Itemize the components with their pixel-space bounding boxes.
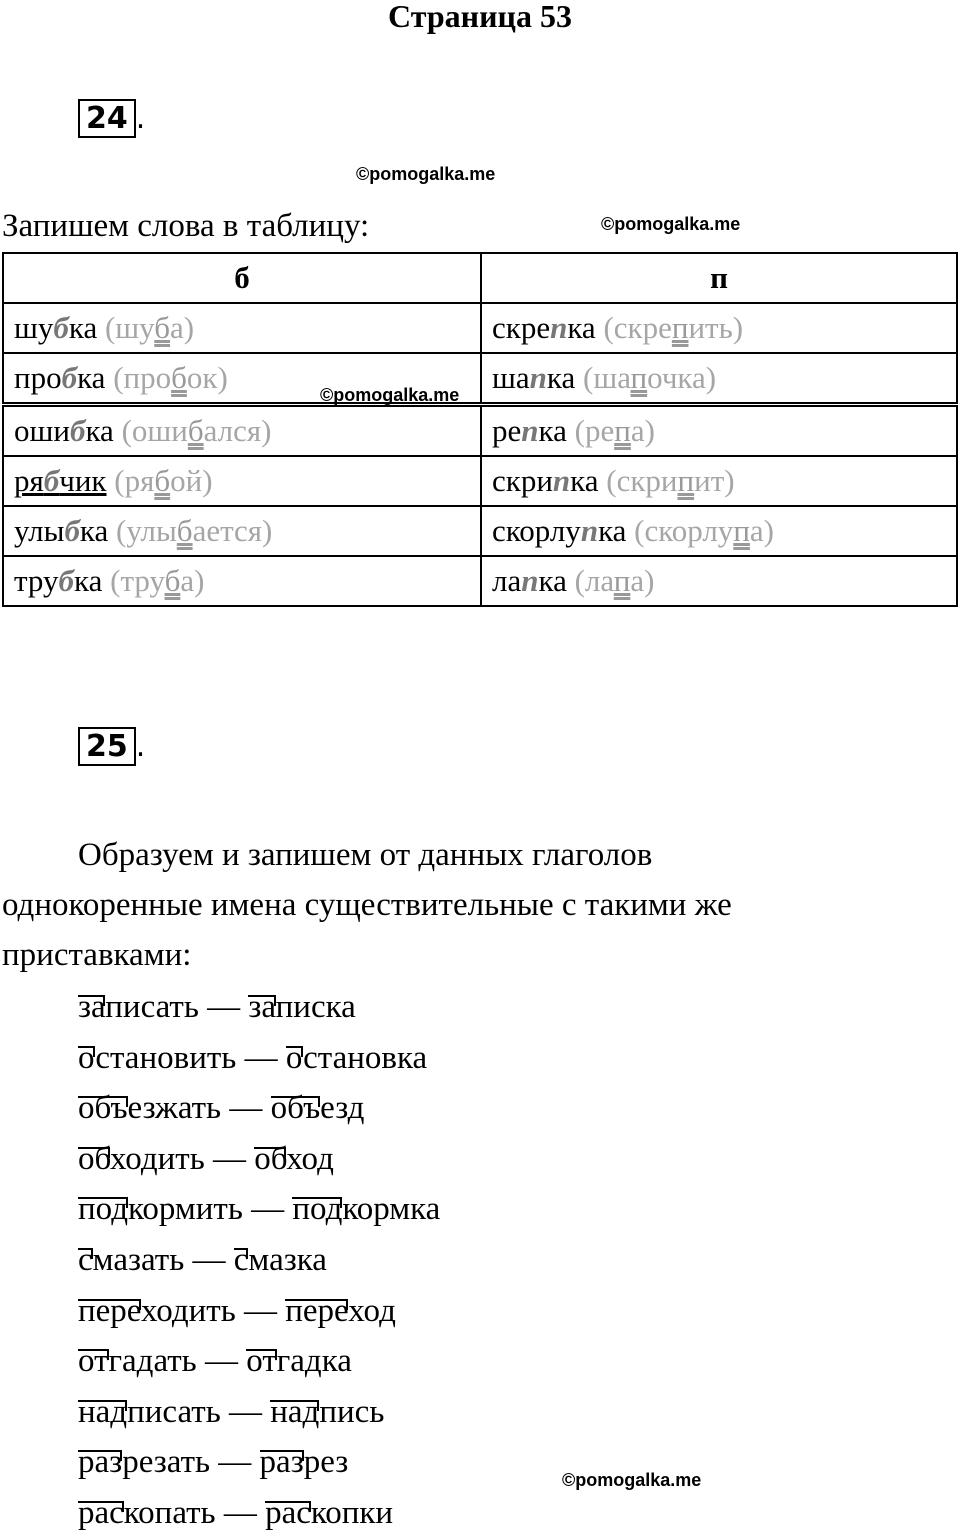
table-cell xyxy=(3,556,481,606)
column-header-b: б xyxy=(3,253,481,303)
verb-rest: писать xyxy=(127,1393,221,1430)
word-pair xyxy=(78,1387,440,1438)
hint-letter: б xyxy=(187,413,204,448)
highlighted-letter: б xyxy=(69,413,86,448)
noun-prefix: с xyxy=(233,1241,249,1278)
table-row xyxy=(3,405,957,457)
noun-prefix: за xyxy=(248,989,276,1025)
word-part: ка xyxy=(79,513,109,548)
word-pair xyxy=(78,1437,440,1488)
check-word-hint xyxy=(110,563,204,598)
highlighted-letter: п xyxy=(552,463,571,498)
hint-part: (оши xyxy=(121,413,188,448)
hint-part: (улы xyxy=(116,513,177,548)
word xyxy=(492,563,567,598)
verb-rest: ходить xyxy=(141,1292,236,1329)
verb-rest: ходить xyxy=(110,1140,205,1177)
word-part: ка xyxy=(85,413,114,448)
table-cell xyxy=(3,405,481,457)
hint-part: (ла xyxy=(574,563,614,598)
table-row xyxy=(3,556,957,606)
hint-letter: п xyxy=(733,513,750,548)
dash: — xyxy=(196,1343,247,1380)
highlighted-letter: п xyxy=(550,310,568,345)
highlighted-letter: п xyxy=(521,413,539,448)
check-word-hint xyxy=(116,513,272,548)
highlighted-letter: б xyxy=(53,310,69,345)
noun-rest: кормка xyxy=(342,1191,441,1228)
table-cell xyxy=(481,353,957,405)
verb-rest: гадать xyxy=(108,1343,197,1380)
verb-rest: кормить xyxy=(128,1191,243,1228)
table-header-row xyxy=(3,253,957,303)
word xyxy=(14,310,97,345)
verb-prefix: пере xyxy=(78,1292,142,1329)
verb-rest: становить xyxy=(95,1039,237,1076)
noun-rest: копки xyxy=(310,1494,394,1531)
verb-prefix: объ xyxy=(78,1090,128,1127)
dash: — xyxy=(235,1292,286,1329)
hint-part: ить) xyxy=(688,310,744,345)
check-word-hint xyxy=(583,360,716,395)
word-part: тру xyxy=(14,563,59,598)
hint-part: ается) xyxy=(192,513,273,548)
hint-letter: п xyxy=(671,310,689,345)
word-pair xyxy=(78,1033,440,1084)
verb-rest: езжать xyxy=(127,1090,222,1127)
watermark: ©pomogalka.me xyxy=(320,385,460,405)
hint-part: ок) xyxy=(186,360,228,395)
table-cell xyxy=(481,506,957,556)
word-part: ка xyxy=(570,463,599,498)
table-row xyxy=(3,456,957,506)
check-word-hint xyxy=(114,463,212,498)
hint-letter: б xyxy=(154,310,171,345)
watermark: ©pomogalka.me xyxy=(562,1470,702,1490)
noun-prefix: об xyxy=(254,1140,287,1177)
table-cell xyxy=(481,303,957,353)
table-row xyxy=(3,353,957,405)
check-word-hint xyxy=(575,413,655,448)
table-cell xyxy=(481,405,957,457)
page-title: Страница 53 xyxy=(388,0,572,34)
word xyxy=(14,360,105,395)
table-cell xyxy=(3,456,481,506)
verb-prefix: над xyxy=(78,1393,128,1430)
word xyxy=(492,513,626,548)
hint-part: (ша xyxy=(583,360,631,395)
dash: — xyxy=(221,1090,271,1127)
highlighted-letter: п xyxy=(521,563,539,598)
word-part: ка xyxy=(74,563,103,598)
word xyxy=(492,310,596,345)
noun-rest: писка xyxy=(275,989,356,1025)
hint-part: ался) xyxy=(203,413,272,448)
dash: — xyxy=(204,1140,255,1177)
word-part: скри xyxy=(492,463,553,498)
highlighted-letter: б xyxy=(61,360,78,395)
hint-part: (шу xyxy=(104,310,155,345)
hint-part: (скорлу xyxy=(634,513,734,548)
word-part: ка xyxy=(538,563,567,598)
verb-prefix: раз xyxy=(78,1444,123,1481)
word xyxy=(492,413,567,448)
task-number-box: 24 xyxy=(78,99,136,138)
hint-part: а) xyxy=(170,310,195,345)
hint-letter: п xyxy=(677,463,695,498)
table-cell xyxy=(3,303,481,353)
hint-letter: п xyxy=(630,360,648,395)
task-number-box: 25 xyxy=(78,727,136,766)
word-part: чик xyxy=(59,463,107,498)
verb-prefix: за xyxy=(78,989,106,1025)
hint-letter: б xyxy=(176,513,193,548)
highlighted-letter: б xyxy=(58,563,75,598)
hint-part: а) xyxy=(630,563,655,598)
verb-rest: копать xyxy=(123,1494,216,1531)
verb-rest: писать xyxy=(105,989,199,1025)
table-cell xyxy=(481,456,957,506)
noun-prefix: объ xyxy=(270,1090,321,1127)
dash: — xyxy=(242,1191,293,1228)
word-part: ка xyxy=(77,360,106,395)
check-word-hint xyxy=(105,310,194,345)
hint-part: (тру xyxy=(110,563,165,598)
hint-part: ой) xyxy=(170,463,213,498)
noun-prefix: под xyxy=(292,1191,343,1228)
word xyxy=(492,360,575,395)
word-pairs-list xyxy=(78,982,440,1539)
word xyxy=(14,513,108,548)
word-pair xyxy=(78,1134,440,1185)
word-part: ка xyxy=(567,310,596,345)
hint-part: а) xyxy=(630,413,655,448)
highlighted-letter: б xyxy=(43,463,60,498)
hint-letter: п xyxy=(614,413,631,448)
verb-prefix: с xyxy=(78,1241,93,1278)
hint-part: очка) xyxy=(647,360,717,395)
verb-rest: мазать xyxy=(92,1241,185,1278)
word-part: ка xyxy=(68,310,98,345)
word-part: ла xyxy=(492,563,522,598)
word-pair xyxy=(78,982,440,1033)
word xyxy=(492,463,599,498)
noun-prefix: о xyxy=(285,1039,304,1076)
paragraph-line: Образуем и запишем от данных глаголов xyxy=(78,837,653,873)
noun-prefix: пере xyxy=(285,1292,349,1329)
dash: — xyxy=(220,1393,271,1430)
noun-rest: езд xyxy=(320,1090,365,1127)
noun-rest: рез xyxy=(303,1444,349,1481)
verb-prefix: об xyxy=(78,1140,111,1177)
hint-part: (скри xyxy=(606,463,678,498)
words-table xyxy=(2,252,958,607)
highlighted-letter: б xyxy=(64,513,80,548)
word-part: про xyxy=(14,360,62,395)
task-24-intro: Запишем слова в таблицу: xyxy=(2,208,370,244)
check-word-hint xyxy=(122,413,272,448)
watermark: ©pomogalka.me xyxy=(356,164,496,184)
word xyxy=(14,463,107,498)
check-word-hint xyxy=(575,563,655,598)
word-part: ря xyxy=(14,463,44,498)
hint-part: (про xyxy=(113,360,172,395)
highlighted-letter: п xyxy=(580,513,599,548)
task-24-number: 24 . xyxy=(78,100,145,138)
column-header-p: п xyxy=(481,253,957,303)
word-part: скре xyxy=(492,310,551,345)
verb-prefix: рас xyxy=(78,1494,124,1531)
dash: — xyxy=(184,1241,234,1278)
hint-part: ит) xyxy=(694,463,735,498)
hint-part: (ре xyxy=(574,413,615,448)
table-cell xyxy=(481,556,957,606)
dash: — xyxy=(215,1494,266,1531)
word-pair xyxy=(78,1083,440,1134)
noun-rest: пись xyxy=(319,1393,385,1430)
hint-part: (скре xyxy=(603,310,672,345)
table-cell xyxy=(3,506,481,556)
task-25-paragraph xyxy=(2,830,952,980)
word-part: улы xyxy=(14,513,65,548)
watermark: ©pomogalka.me xyxy=(601,214,741,234)
hint-letter: б xyxy=(164,563,181,598)
noun-prefix: над xyxy=(270,1393,320,1430)
highlighted-letter: п xyxy=(529,360,547,395)
dash: — xyxy=(198,989,249,1025)
word xyxy=(14,563,102,598)
task-25-number: 25 . xyxy=(78,728,145,766)
table-row xyxy=(3,303,957,353)
check-word-hint xyxy=(606,463,734,498)
word-part: скорлу xyxy=(492,513,581,548)
word-part: ка xyxy=(538,413,567,448)
paragraph-line: приставками: xyxy=(2,937,192,973)
verb-prefix: о xyxy=(78,1039,96,1076)
check-word-hint xyxy=(603,310,743,345)
hint-letter: п xyxy=(613,563,631,598)
word-pair xyxy=(78,1488,440,1539)
word-pair xyxy=(78,1184,440,1235)
noun-rest: ход xyxy=(286,1140,334,1177)
noun-prefix: рас xyxy=(265,1494,311,1531)
word-part: ша xyxy=(492,360,530,395)
word xyxy=(14,413,114,448)
hint-part: (ря xyxy=(114,463,155,498)
paragraph-line: однокоренные имена существительные с такими же xyxy=(2,887,732,923)
table-row xyxy=(3,506,957,556)
hint-part: а) xyxy=(180,563,205,598)
hint-letter: б xyxy=(154,463,171,498)
verb-prefix: от xyxy=(78,1343,109,1380)
word-pair xyxy=(78,1286,440,1337)
noun-prefix: раз xyxy=(259,1444,304,1481)
verb-rest: резать xyxy=(122,1444,211,1481)
noun-rest: становка xyxy=(303,1039,428,1076)
noun-rest: ход xyxy=(348,1292,396,1329)
hint-letter: б xyxy=(171,360,187,395)
word-part: ре xyxy=(492,413,522,448)
hint-part: а) xyxy=(749,513,774,548)
word-pair xyxy=(78,1336,440,1387)
word-part: ка xyxy=(598,513,627,548)
noun-prefix: от xyxy=(246,1343,277,1380)
noun-rest: гадка xyxy=(276,1343,352,1380)
verb-prefix: под xyxy=(78,1191,128,1228)
noun-rest: мазка xyxy=(248,1241,327,1278)
check-word-hint xyxy=(634,513,774,548)
word-part: оши xyxy=(14,413,70,448)
dash: — xyxy=(210,1444,260,1481)
dash: — xyxy=(236,1039,286,1076)
word-part: ка xyxy=(546,360,576,395)
check-word-hint xyxy=(113,360,228,395)
word-pair xyxy=(78,1235,440,1286)
word-part: шу xyxy=(14,310,54,345)
